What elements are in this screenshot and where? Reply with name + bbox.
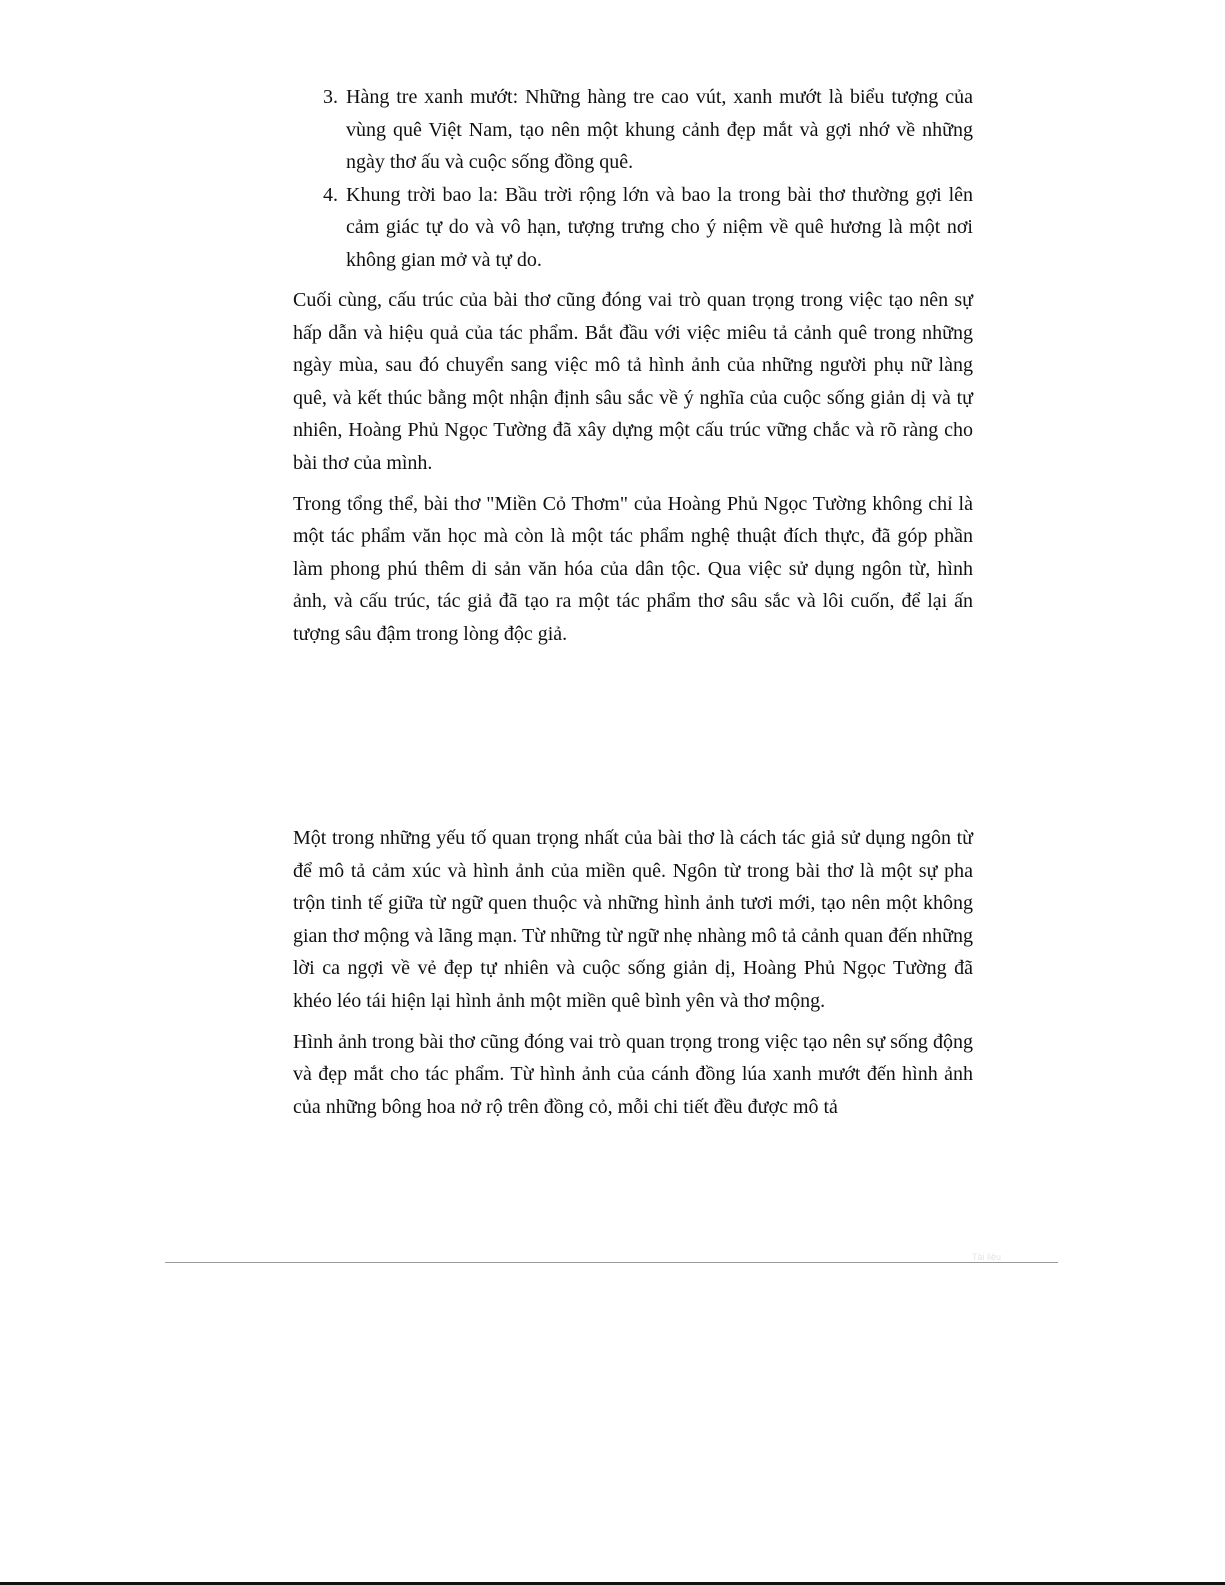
footer-divider — [165, 1262, 1058, 1263]
footer-watermark: Tài liệu — [972, 1252, 1002, 1262]
numbered-list — [293, 81, 973, 277]
paragraph-language: Một trong những yếu tố quan trọng nhất của bài thơ là cách tác giả sử dụng ngôn từ để mô tả cảm xúc và hình ảnh của miền quê. Ngôn từ trong bài thơ là một sự pha trộn tinh tế giữa từ ngữ quen thuộc và những hình ảnh tươi mới, tạo nên một không gian thơ mộng và lãng mạn. Từ những từ ngữ nhẹ nhàng mô tả cảnh quan đến những lời ca ngợi về vẻ đẹp tự nhiên và cuộc sống giản dị, Hoàng Phủ Ngọc Tường đã khéo léo tái hiện lại hình ảnh một miền quê bình yên và thơ mộng. — [293, 827, 973, 1012]
list-item — [293, 81, 973, 179]
list-item — [293, 179, 973, 277]
list-item-number: 4. — [323, 183, 338, 206]
lower-paragraphs — [293, 822, 973, 1131]
paragraph-conclusion: Trong tổng thể, bài thơ "Miền Cỏ Thơm" của Hoàng Phủ Ngọc Tường không chỉ là một tác phẩm văn học mà còn là một tác phẩm nghệ thuật đích thực, đã góp phần làm phong phú thêm di sản văn hóa của dân tộc. Qua việc sử dụng ngôn từ, hình ảnh, và cấu trúc, tác giả đã tạo ra một tác phẩm thơ sâu sắc và lôi cuốn, để lại ấn tượng sâu đậm trong lòng độc giả. — [293, 492, 973, 645]
list-item-number: 3. — [323, 86, 338, 108]
upper-paragraphs — [293, 284, 973, 659]
list-item-text: Khung trời bao la: Bầu trời rộng lớn và bao la trong bài thơ thường gợi lên cảm giác tự do và vô hạn, tượng trưng cho ý niệm về quê hương là một nơi không gian mở và tự do. — [346, 183, 973, 271]
paragraph-structure: Cuối cùng, cấu trúc của bài thơ cũng đóng vai trò quan trọng trong việc tạo nên sự hấp dẫn và hiệu quả của tác phẩm. Bắt đầu với việc miêu tả cảnh quê trong những ngày mùa, sau đó chuyển sang việc mô tả hình ảnh của những người phụ nữ làng quê, và kết thúc bằng một nhận định sâu sắc về ý nghĩa của cuộc sống giản dị và tự nhiên, Hoàng Phủ Ngọc Tường đã xây dựng một cấu trúc vững chắc và rõ ràng cho bài thơ của mình. — [293, 289, 973, 474]
list-item-text: Hàng tre xanh mướt: Những hàng tre cao vút, xanh mướt là biểu tượng của vùng quê Việt Nam, tạo nên một khung cảnh đẹp mắt và gợi nhớ về những ngày thơ ấu và cuộc sống đồng quê. — [346, 86, 973, 174]
paragraph-imagery: Hình ảnh trong bài thơ cũng đóng vai trò quan trọng trong việc tạo nên sự sống động và đẹp mắt cho tác phẩm. Từ hình ảnh của cánh đồng lúa xanh mướt đến hình ảnh của những bông hoa nở rộ trên đồng cỏ, mỗi chi tiết đều được mô tả — [293, 1030, 973, 1118]
